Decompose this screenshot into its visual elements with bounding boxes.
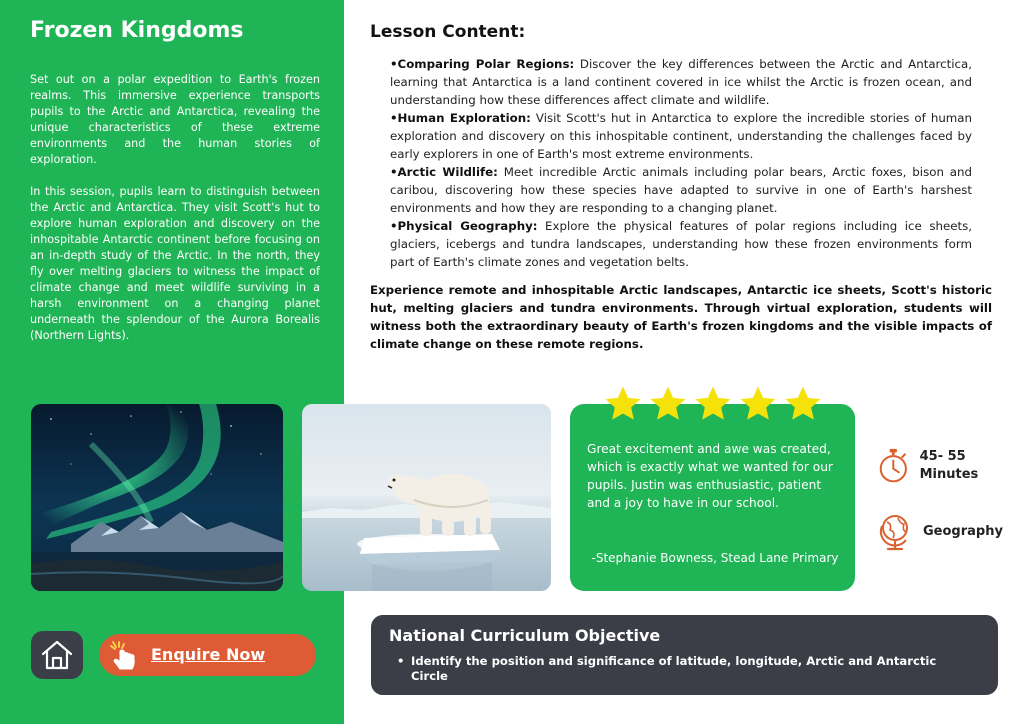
left-panel (0, 0, 344, 724)
lesson-item-human-exploration (390, 109, 972, 163)
intro-paragraph-2: In this session, pupils learn to distinguish between the Arctic and Antarctica. They visit Scott's hut to explore human exploration and discovery on the inhospitable Antarctic continent before focusing on an in-depth study of the Arctic. In the north, they fly over melting glaciers to witness the impact of climate change and meet wildlife surviving in a harsh environment on a changing planet underneath the splendour of the Aurora Borealis (Northern Lights). (30, 185, 320, 342)
pointing-hand-icon (107, 640, 139, 672)
star-icon (783, 384, 823, 424)
aurora-illustration (31, 404, 283, 591)
lesson-item-text: Meet incredible Arctic animals including polar bears, Arctic foxes, bison and caribou, discovering how these species have adapted to survive in one of Earth's harshest environments and how they are responding to a changing planet. (390, 165, 972, 215)
testimonial-author: -Stephanie Bowness, Stead Lane Primary (591, 551, 839, 565)
lesson-item-text: Visit Scott's hut in Antarctica to explore the incredible stories of human exploration and discovery on this inhospitable continent, understanding the challenges faced by early explorers in one of Earth's most extreme environments. (390, 111, 972, 161)
intro-paragraph-1: Set out on a polar expedition to Earth's frozen realms. This immersive experience transports pupils to the Arctic and Antarctica, revealing the unique characteristics of these extreme environments and the human stories of exploration. (30, 73, 320, 166)
subject-info (878, 512, 1018, 552)
star-icon (648, 384, 688, 424)
star-rating (603, 384, 823, 424)
lesson-content-section (370, 22, 992, 353)
aurora-photo (31, 404, 283, 591)
lesson-item-text: Explore the physical features of polar regions including ice sheets, glaciers, icebergs and tundra landscapes, understanding how these frozen environments form part of Earth's climate zones and vegetation belts. (390, 219, 972, 269)
lesson-item-physical-geography (390, 217, 972, 271)
globe-icon (878, 512, 912, 552)
lesson-summary: Experience remote and inhospitable Arctic landscapes, Antarctic ice sheets, Scott's historic hut, melting glaciers and tundra environments. Through virtual exploration, students will witness both the extraordinary beauty of Earth's frozen kingdoms and the visible impacts of climate change on these remote regions. (370, 283, 992, 351)
home-icon (40, 639, 74, 671)
lesson-content-heading: Lesson Content: (370, 22, 526, 42)
enquire-now-button[interactable] (99, 634, 316, 676)
subject-text: Geography (923, 524, 1003, 539)
home-button[interactable] (31, 631, 83, 679)
polar-bear-illustration (302, 404, 551, 591)
lesson-content-list (390, 55, 972, 271)
page-title: Frozen Kingdoms (30, 18, 244, 43)
enquire-now-label: Enquire Now (151, 645, 266, 664)
lesson-item-text: Discover the key differences between the Arctic and Antarctica, learning that Antarctica is a land continent covered in ice whilst the Arctic is frozen ocean, and understanding how these differences affect climate and wildlife. (390, 57, 972, 107)
testimonial-card (570, 404, 855, 591)
curriculum-objective-card (371, 615, 998, 695)
lesson-item-label: •Physical Geography: (390, 219, 538, 233)
lesson-item-label: •Arctic Wildlife: (390, 165, 498, 179)
duration-text: 45- 55 Minutes (919, 449, 979, 482)
polar-bear-photo (302, 404, 551, 591)
intro-text (30, 72, 320, 344)
lesson-item-arctic-wildlife (390, 163, 972, 217)
star-icon (738, 384, 778, 424)
lesson-item-label: •Comparing Polar Regions: (390, 57, 575, 71)
star-icon (693, 384, 733, 424)
stopwatch-icon (878, 446, 909, 486)
duration-info (878, 446, 1018, 486)
curriculum-title: National Curriculum Objective (389, 626, 661, 645)
curriculum-objective-item: • Identify the position and significance of latitude, longitude, Arctic and Antarctic Circle (397, 654, 957, 684)
lesson-item-comparing-polar-regions (390, 55, 972, 109)
lesson-item-label: •Human Exploration: (390, 111, 531, 125)
testimonial-quote: Great excitement and awe was created, which is exactly what we wanted for our pupils. Justin was enthusiastic, patient and a joy to have in our school. (587, 442, 833, 510)
star-icon (603, 384, 643, 424)
